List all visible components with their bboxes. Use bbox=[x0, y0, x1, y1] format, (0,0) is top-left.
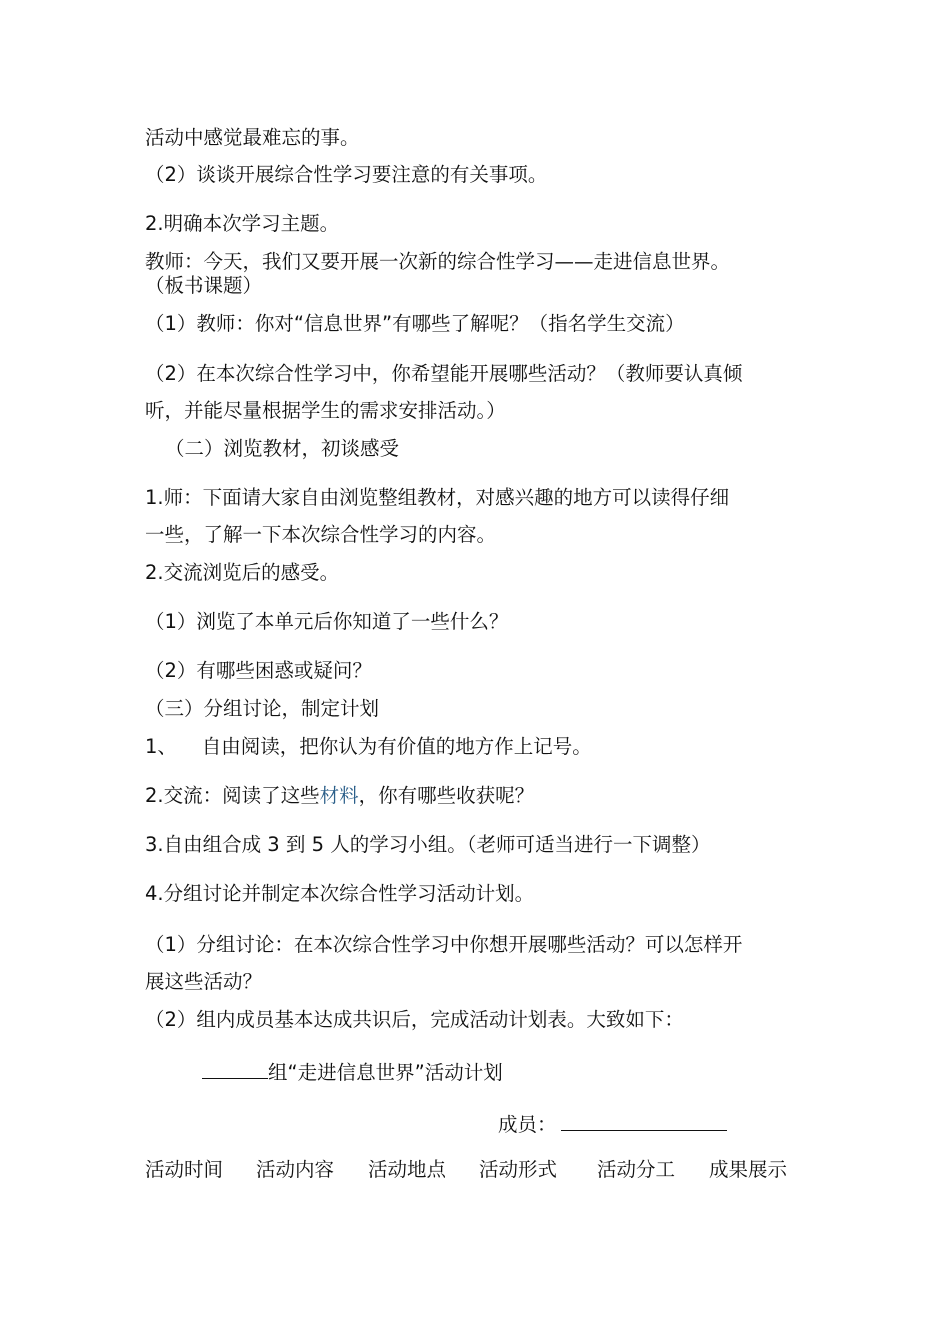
table-header: 成果展示 bbox=[709, 1158, 788, 1181]
text-line bbox=[145, 784, 534, 808]
text-line: 一些，了解一下本次综合性学习的内容。 bbox=[145, 523, 497, 546]
text-line: 展这些活动？ bbox=[145, 970, 263, 993]
text-line: （1）分组讨论：在本次综合性学习中你想开展哪些活动？可以怎样开 bbox=[145, 933, 743, 956]
table-header: 活动内容 bbox=[256, 1158, 335, 1181]
text-line: （板书课题） bbox=[145, 274, 263, 297]
plan-title-text: 组“走进信息世界”活动计划 bbox=[268, 1061, 503, 1084]
table-header: 活动分工 bbox=[597, 1158, 676, 1181]
members-line bbox=[498, 1110, 727, 1137]
members-blank[interactable] bbox=[561, 1110, 727, 1131]
text-segment: 2.交流：阅读了这些 bbox=[145, 784, 320, 807]
group-name-blank[interactable] bbox=[202, 1058, 268, 1079]
text-line: （1）浏览了本单元后你知道了一些什么？ bbox=[145, 610, 509, 633]
text-line: 听，并能尽量根据学生的需求安排活动。） bbox=[145, 399, 506, 422]
text-line: （2）在本次综合性学习中，你希望能开展哪些活动？（教师要认真倾 bbox=[145, 362, 743, 385]
plan-title bbox=[202, 1058, 503, 1085]
text-line: 教师：今天，我们又要开展一次新的综合性学习——走进信息世界。 bbox=[145, 250, 731, 273]
text-line: 2.明确本次学习主题。 bbox=[145, 212, 340, 235]
text-line: 1.师：下面请大家自由浏览整组教材，对感兴趣的地方可以读得仔细 bbox=[145, 486, 730, 509]
table-header: 活动地点 bbox=[368, 1158, 447, 1181]
text-segment: ，你有哪些收获呢？ bbox=[358, 784, 535, 807]
text-line: （2）谈谈开展综合性学习要注意的有关事项。 bbox=[145, 163, 548, 186]
section-heading: （三）分组讨论，制定计划 bbox=[145, 697, 380, 720]
table-header: 活动时间 bbox=[145, 1158, 224, 1181]
materials-link[interactable]: 材料 bbox=[319, 784, 359, 807]
table-header: 活动形式 bbox=[479, 1158, 558, 1181]
text-line: 2.交流浏览后的感受。 bbox=[145, 561, 340, 584]
text-line: 1、 自由阅读，把你认为有价值的地方作上记号。 bbox=[145, 735, 592, 758]
text-line: （1）教师：你对“信息世界”有哪些了解呢？（指名学生交流） bbox=[145, 312, 685, 335]
section-heading: （二）浏览教材，初谈感受 bbox=[165, 437, 400, 460]
text-line: 活动中感觉最难忘的事。 bbox=[145, 126, 360, 149]
members-label: 成员： bbox=[498, 1113, 557, 1136]
text-line: （2）组内成员基本达成共识后，完成活动计划表。大致如下： bbox=[145, 1008, 684, 1031]
text-line: 3.自由组合成 3 到 5 人的学习小组。（老师可适当进行一下调整） bbox=[145, 833, 711, 856]
text-line: 4.分组讨论并制定本次综合性学习活动计划。 bbox=[145, 882, 535, 905]
text-line: （2）有哪些困惑或疑问？ bbox=[145, 659, 372, 682]
